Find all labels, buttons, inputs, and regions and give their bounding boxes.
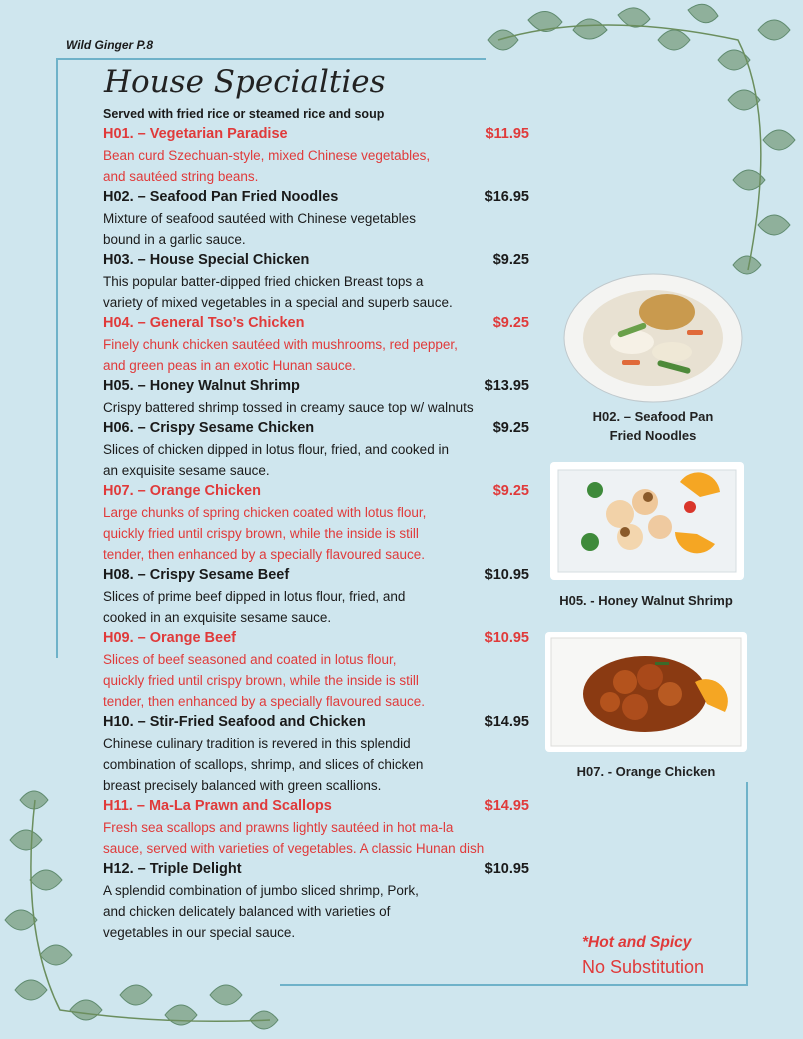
menu-item-h08 [103, 565, 533, 628]
item-price: $10.95 [484, 567, 529, 583]
page-subtitle: Served with fried rice or steamed rice and soup [103, 107, 385, 121]
caption-line-2: Fried Noodles [609, 428, 697, 443]
menu-item-h12 [103, 859, 533, 943]
item-description: Chinese culinary tradition is revered in this splendid combination of scallops, shrimp, and slices of chicken breast precisely balanced with green scallions. [103, 736, 424, 793]
item-description: Fresh sea scallops and prawns lightly sautéed in hot ma-la sauce, served with varieties of vegetables. A classic Hunan dish [103, 820, 485, 856]
photo-seafood-noodles [562, 272, 744, 404]
menu-item-h11 [103, 796, 533, 859]
menu-item-h02 [103, 187, 533, 250]
item-price: $9.25 [492, 252, 529, 268]
item-name: H08. – Crispy Sesame Beef [103, 567, 290, 583]
item-price: $11.95 [485, 126, 529, 142]
item-description: Crispy battered shrimp tossed in creamy sauce top w/ walnuts [103, 400, 474, 415]
caption-photo-1 [562, 407, 744, 445]
item-price: $10.95 [484, 630, 529, 646]
item-description: Slices of prime beef dipped in lotus flour, fried, and cooked in an exquisite sesame sauce. [103, 589, 406, 625]
menu-item-h05 [103, 376, 533, 418]
item-description: A splendid combination of jumbo sliced shrimp, Pork, and chicken delicately balanced with varieties of vegetables in our special sauce. [103, 883, 419, 940]
caption-photo-2: H05. - Honey Walnut Shrimp [559, 593, 733, 608]
photo-orange-chicken [545, 632, 747, 752]
hot-and-spicy-legend: *Hot and Spicy [582, 934, 692, 951]
page-label: Wild Ginger P.8 [66, 38, 154, 52]
menu-item-h10 [103, 712, 533, 796]
item-name: H09. – Orange Beef [103, 630, 236, 646]
item-price: $14.95 [484, 714, 529, 730]
menu-item-h06 [103, 418, 533, 481]
item-name: H05. – Honey Walnut Shrimp [103, 378, 300, 394]
item-name: H06. – Crispy Sesame Chicken [103, 420, 315, 436]
item-description: This popular batter-dipped fried chicken Breast tops a variety of mixed vegetables in a special and superb sauce. [103, 274, 453, 310]
menu-item-h01 [103, 124, 533, 187]
caption-line-1: H02. – Seafood Pan [592, 409, 714, 424]
menu-item-h07 [103, 481, 533, 565]
item-price: $16.95 [484, 189, 529, 205]
no-substitution-note: No Substitution [582, 957, 705, 977]
photo-honey-walnut-shrimp [550, 462, 744, 580]
item-description: Bean curd Szechuan-style, mixed Chinese vegetables, and sautéed string beans. [103, 148, 431, 184]
item-name: H07. – Orange Chicken [103, 483, 261, 499]
item-description: Finely chunk chicken sautéed with mushrooms, red pepper, and green peas in an exotic Hunan sauce. [103, 337, 458, 373]
menu-item-h04 [103, 313, 533, 376]
menu-item-h03 [103, 250, 533, 313]
frame-left-line [56, 58, 58, 658]
item-price: $10.95 [484, 861, 529, 877]
item-description: Slices of chicken dipped in lotus flour, fried, and cooked in an exquisite sesame sauce. [103, 442, 449, 478]
item-name: H02. – Seafood Pan Fried Noodles [103, 189, 339, 205]
caption-photo-3: H07. - Orange Chicken [576, 764, 716, 779]
item-name: H11. – Ma-La Prawn and Scallops [103, 798, 332, 814]
item-description: Slices of beef seasoned and coated in lotus flour, quickly fried until crispy brown, while the inside is still tender, then enhanced by a specially flavoured sauce. [103, 652, 425, 709]
item-name: H12. – Triple Delight [103, 861, 242, 877]
item-name: H04. – General Tso’s Chicken [103, 315, 305, 331]
frame-right-line [746, 782, 748, 986]
frame-bottom-line [280, 984, 748, 986]
frame-top-line [56, 58, 486, 60]
item-price: $14.95 [484, 798, 529, 814]
item-price: $9.25 [492, 315, 529, 331]
item-description: Large chunks of spring chicken coated with lotus flour, quickly fried until crispy brown, while the inside is still tender, then enhanced by a specially flavoured sauce. [103, 505, 427, 562]
item-price: $9.25 [492, 420, 529, 436]
menu-item-h09 [103, 628, 533, 712]
item-price: $13.95 [484, 378, 529, 394]
item-description: Mixture of seafood sautéed with Chinese vegetables bound in a garlic sauce. [103, 211, 416, 247]
menu-list [103, 124, 533, 943]
item-name: H10. – Stir-Fried Seafood and Chicken [103, 714, 366, 730]
item-price: $9.25 [492, 483, 529, 499]
item-name: H03. – House Special Chicken [103, 252, 310, 268]
item-name: H01. – Vegetarian Paradise [103, 126, 288, 142]
page-title: House Specialties [104, 64, 386, 100]
